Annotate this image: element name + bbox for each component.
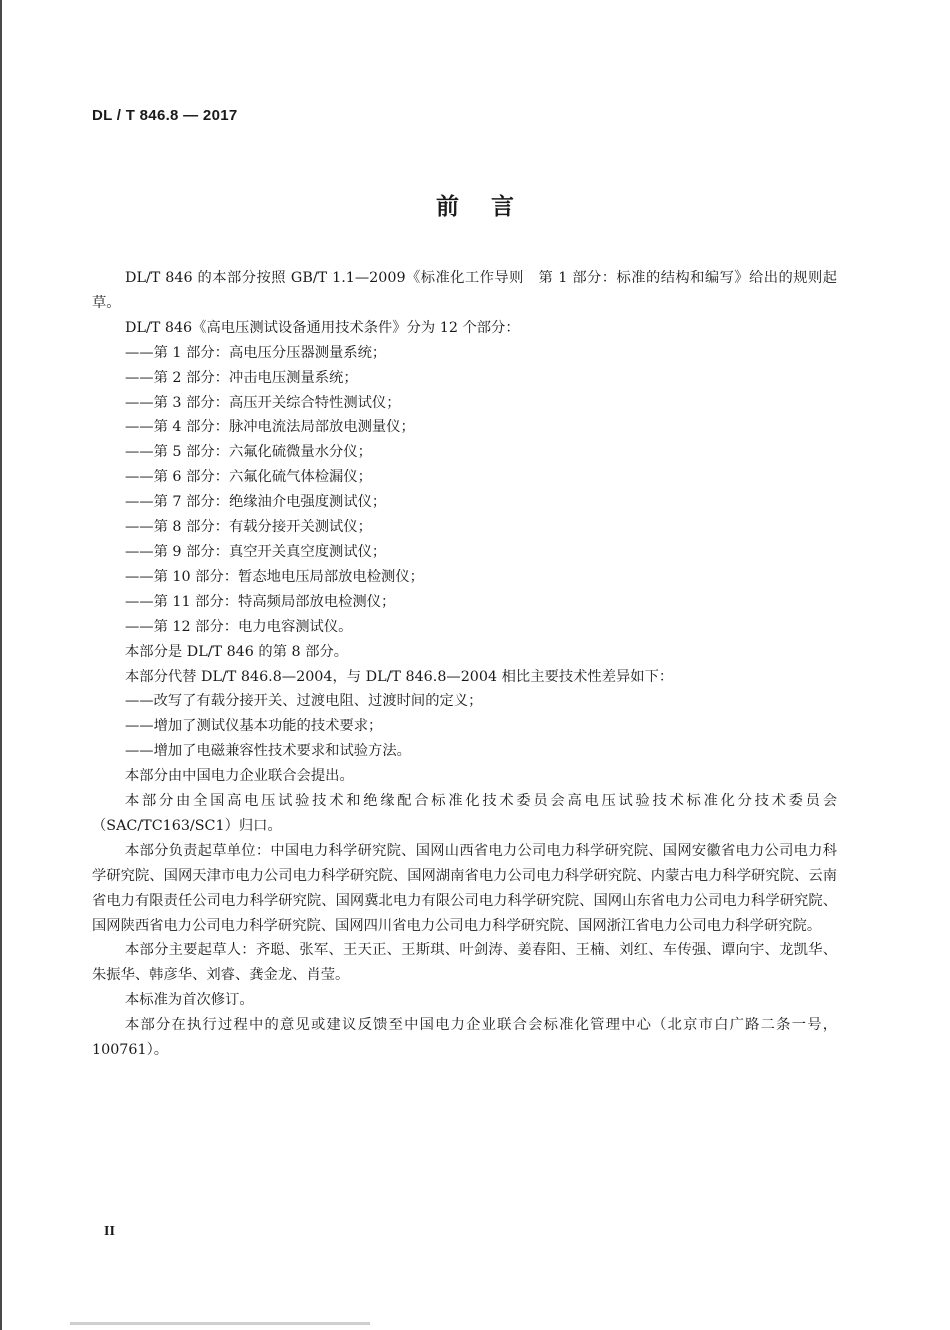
list-item: ——第 4 部分：脉冲电流法局部放电测量仪； <box>125 419 415 436</box>
paragraph-replacement: 本部分代替 DL/T 846.8—2004，与 DL/T 846.8—2004 相比主要技术性差异如下： <box>125 668 674 685</box>
list-item: ——第 11 部分：特高频局部放电检测仪； <box>125 593 396 610</box>
list-item: ——增加了电磁兼容性技术要求和试验方法。 <box>125 743 411 760</box>
list-item: ——第 10 部分：暂态地电压局部放电检测仪； <box>125 568 424 585</box>
list-item: ——第 3 部分：高压开关综合特性测试仪； <box>125 394 401 411</box>
paragraph-part-number: 本部分是 DL/T 846 的第 8 部分。 <box>125 643 349 660</box>
list-item: ——第 8 部分：有载分接开关测试仪； <box>125 519 372 536</box>
preface-body <box>92 266 837 1063</box>
list-item: ——第 5 部分：六氟化硫微量水分仪； <box>125 444 372 461</box>
paragraph-drafters: 本部分主要起草人：齐聪、张军、王天正、王斯琪、叶剑涛、姜春阳、王楠、刘红、车传强、谭向宇、龙凯华、朱振华、韩彦华、刘睿、龚金龙、肖莹。 <box>92 942 837 984</box>
bottom-scan-rule <box>70 1322 370 1325</box>
paragraph-committee: 本部分由全国高电压试验技术和绝缘配合标准化技术委员会高电压试验技术标准化分技术委员会（SAC/TC163/SC1）归口。 <box>92 793 837 834</box>
paragraph-revision: 本标准为首次修订。 <box>125 992 254 1009</box>
list-item: ——第 1 部分：高电压分压器测量系统； <box>125 344 387 361</box>
paragraph-parts-intro: DL/T 846《高电压测试设备通用技术条件》分为 12 个部分： <box>125 319 520 336</box>
list-item: ——第 7 部分：绝缘油介电强度测试仪； <box>125 494 387 511</box>
page-number: II <box>104 1224 115 1239</box>
page-title: 前言 <box>436 194 546 220</box>
paragraph-proposer: 本部分由中国电力企业联合会提出。 <box>125 768 354 785</box>
list-item: ——增加了测试仪基本功能的技术要求； <box>125 718 383 735</box>
list-item: ——改写了有载分接开关、过渡电阻、过渡时间的定义； <box>125 693 483 710</box>
document-number: DL / T 846.8 — 2017 <box>92 107 238 124</box>
list-item: ——第 12 部分：电力电容测试仪。 <box>125 618 353 635</box>
list-item: ——第 2 部分：冲击电压测量系统； <box>125 369 358 386</box>
list-item: ——第 9 部分：真空开关真空度测试仪； <box>125 543 387 560</box>
paragraph-drafting-units: 本部分负责起草单位：中国电力科学研究院、国网山西省电力公司电力科学研究院、国网安徽省电力公司电力科学研究院、国网天津市电力公司电力科学研究院、国网湖南省电力公司电力科学研究院、内蒙古电力科学研究院、云南省电力有限责任公司电力科学研究院、国网冀北电力有限公司电力科学研究院、国网山东省电力公司电力科学研究院、国网陕西省电力公司电力科学研究院、国网四川省电力公司电力科学研究院、国网浙江省电力公司电力科学研究院。 <box>92 842 837 934</box>
paragraph-feedback: 本部分在执行过程中的意见或建议反馈至中国电力企业联合会标准化管理中心（北京市白广路二条一号，100761）。 <box>92 1017 837 1059</box>
paragraph-drafting-rules: DL/T 846 的本部分按照 GB/T 1.1—2009《标准化工作导则 第 1 部分：标准的结构和编写》给出的规则起草。 <box>92 270 837 311</box>
list-item: ——第 6 部分：六氟化硫气体检漏仪； <box>125 469 372 486</box>
